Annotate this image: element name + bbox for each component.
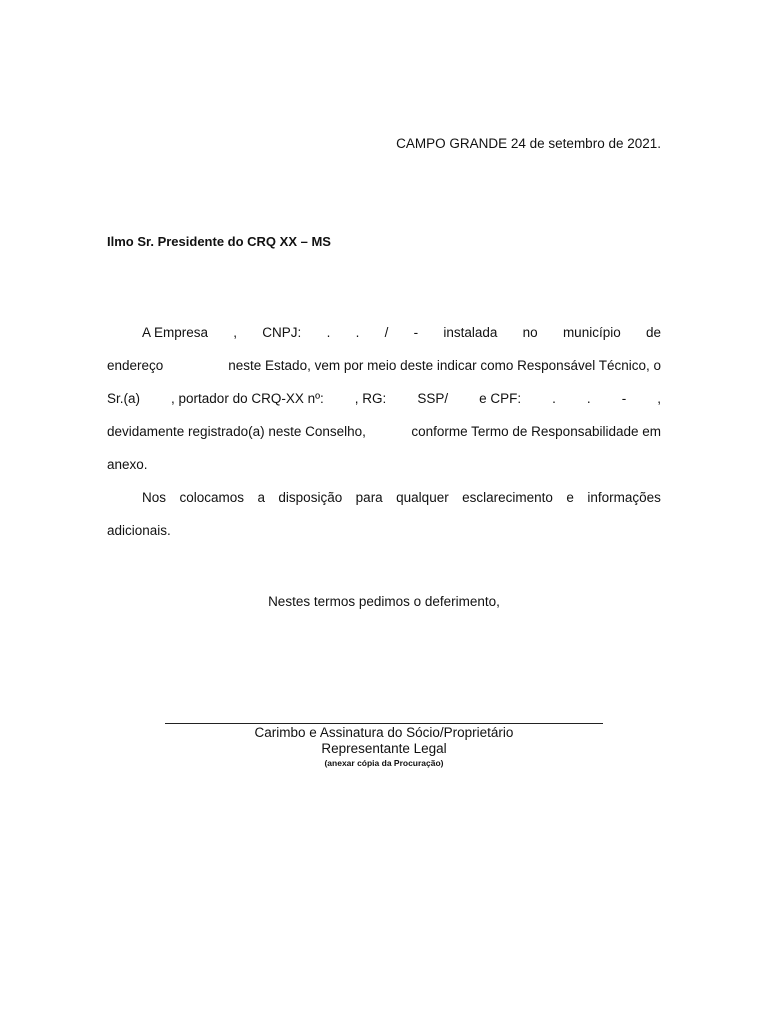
word: . [586,391,591,406]
word: devidamente registrado(a) neste Conselho, [107,424,366,439]
word: - [621,391,627,406]
word: neste Estado, vem por meio deste indicar como Responsável Técnico, o [228,358,661,373]
word: - [413,325,419,340]
word: . [552,391,556,406]
paragraph-2-line-1 [107,481,661,514]
letter-body [107,316,661,547]
signature-line [165,723,603,724]
word: . [355,325,360,340]
signature-note: (anexar cópia da Procuração) [324,758,444,768]
word: no [522,325,538,340]
dateline: CAMPO GRANDE 24 de setembro de 2021. [396,136,661,151]
word: informações [587,490,661,505]
closing-line: Nestes termos pedimos o deferimento, [268,594,500,609]
word: disposição [278,490,343,505]
word: , [233,325,238,340]
word: qualquer [396,490,449,505]
salutation: Ilmo Sr. Presidente do CRQ XX – MS [107,234,331,249]
paragraph-1-line-1 [107,316,661,349]
signature-block [165,725,603,769]
paragraph-1-line-3 [107,382,661,415]
word: , portador do CRQ-XX nº: [171,391,324,406]
word: e CPF: [479,391,522,406]
word: Nos [142,490,167,505]
word: Sr.(a) [107,391,141,406]
word: instalada [443,325,498,340]
word: SSP/ [417,391,449,406]
signature-role: Representante Legal [321,741,447,756]
word: adicionais. [107,523,171,538]
word: a [257,490,265,505]
word: anexo. [107,457,148,472]
paragraph-1-line-4 [107,415,661,448]
word: endereço [107,358,164,373]
word: colocamos [179,490,244,505]
word: de [645,325,661,340]
paragraph-1-line-5 [107,448,661,481]
paragraph-1-line-2 [107,349,661,382]
word: esclarecimento [462,490,553,505]
word: conforme Termo de Responsabilidade em [411,424,661,439]
word: para [355,490,383,505]
paragraph-2-line-2 [107,514,661,547]
word: CNPJ: [262,325,302,340]
word: . [326,325,331,340]
word: A Empresa [142,325,209,340]
word: município [562,325,621,340]
word: / [384,325,389,340]
word: , RG: [354,391,387,406]
word: e [566,490,574,505]
signature-label: Carimbo e Assinatura do Sócio/Proprietário [254,725,514,740]
word: , [657,391,661,406]
